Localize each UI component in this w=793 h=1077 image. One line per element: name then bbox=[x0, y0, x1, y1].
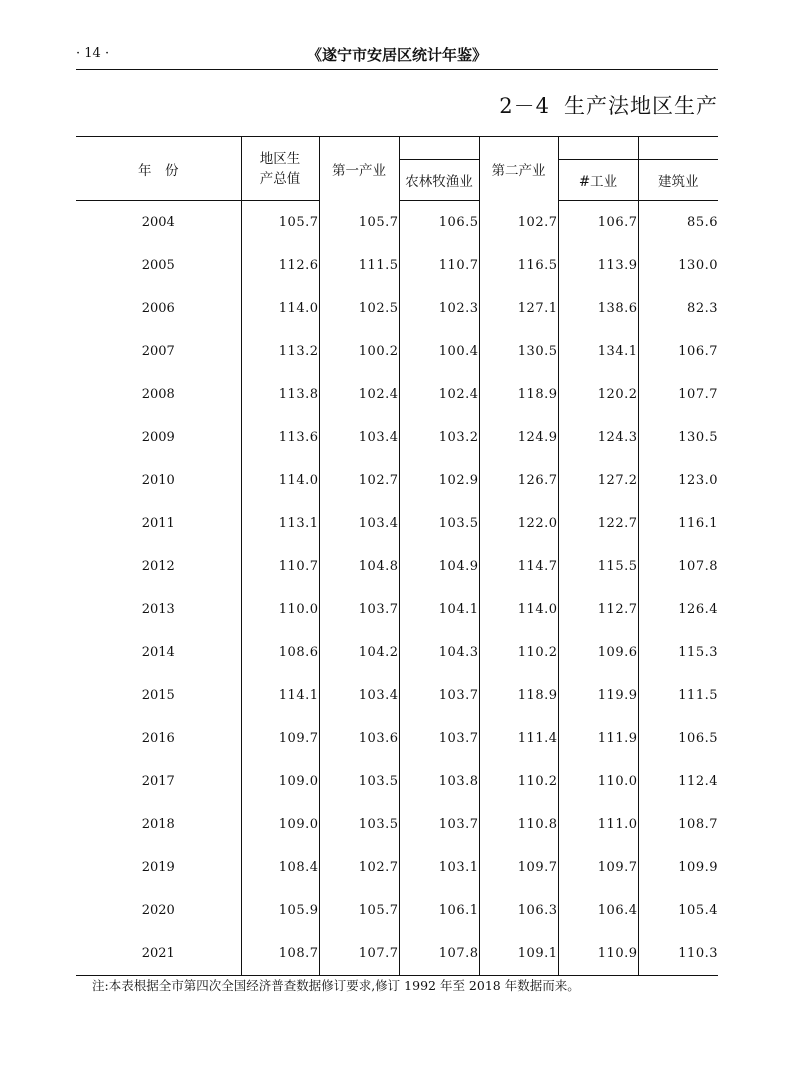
cell-construction: 85.6 bbox=[687, 215, 718, 230]
cell-construction: 109.9 bbox=[678, 860, 718, 875]
cell-primary: 102.5 bbox=[319, 287, 399, 330]
cell-primary: 103.4 bbox=[319, 674, 399, 717]
cell-year: 2005 bbox=[76, 244, 241, 287]
cell-secondary: 114.0 bbox=[479, 588, 558, 631]
cell-primary: 105.7 bbox=[319, 201, 399, 245]
cell-gdp: 114.0 bbox=[241, 459, 319, 502]
cell-secondary: 127.1 bbox=[479, 287, 558, 330]
cell-agri: 103.2 bbox=[399, 416, 479, 459]
cell-construction: 105.4 bbox=[678, 903, 718, 918]
table-row bbox=[76, 244, 718, 287]
cell-industry: 111.9 bbox=[558, 717, 638, 760]
cell-year: 2019 bbox=[76, 846, 241, 889]
table-row bbox=[76, 631, 718, 674]
cell-secondary: 114.7 bbox=[479, 545, 558, 588]
cell-year: 2011 bbox=[76, 502, 241, 545]
cell-secondary: 122.0 bbox=[479, 502, 558, 545]
cell-year: 2018 bbox=[76, 803, 241, 846]
cell-primary: 103.4 bbox=[319, 416, 399, 459]
table-title bbox=[499, 90, 718, 120]
cell-construction: 116.1 bbox=[678, 516, 718, 531]
cell-gdp: 105.9 bbox=[241, 889, 319, 932]
table-row bbox=[76, 674, 718, 717]
table-header bbox=[76, 137, 718, 201]
cell-gdp: 114.0 bbox=[241, 287, 319, 330]
cell-industry: 106.4 bbox=[558, 889, 638, 932]
cell-year: 2006 bbox=[76, 287, 241, 330]
cell-agri: 103.7 bbox=[399, 717, 479, 760]
cell-gdp: 114.1 bbox=[241, 674, 319, 717]
cell-secondary: 126.7 bbox=[479, 459, 558, 502]
cell-primary: 100.2 bbox=[319, 330, 399, 373]
cell-industry: 120.2 bbox=[558, 373, 638, 416]
cell-year: 2013 bbox=[76, 588, 241, 631]
cell-secondary: 110.2 bbox=[479, 631, 558, 674]
cell-industry: 109.7 bbox=[558, 846, 638, 889]
cell-industry: 122.7 bbox=[558, 502, 638, 545]
cell-industry: 127.2 bbox=[558, 459, 638, 502]
cell-year: 2017 bbox=[76, 760, 241, 803]
table-number: 2－4 bbox=[499, 94, 550, 118]
header-rule bbox=[76, 69, 718, 70]
cell-agri: 103.8 bbox=[399, 760, 479, 803]
cell-year: 2020 bbox=[76, 889, 241, 932]
table-row bbox=[76, 287, 718, 330]
header-gdp-line1: 地区生 bbox=[259, 150, 301, 167]
cell-secondary: 124.9 bbox=[479, 416, 558, 459]
cell-secondary: 118.9 bbox=[479, 674, 558, 717]
cell-gdp: 109.7 bbox=[241, 717, 319, 760]
cell-construction: 106.7 bbox=[678, 344, 718, 359]
cell-year: 2015 bbox=[76, 674, 241, 717]
cell-year: 2021 bbox=[76, 932, 241, 976]
cell-industry: 112.7 bbox=[558, 588, 638, 631]
cell-construction: 123.0 bbox=[678, 473, 718, 488]
cell-agri: 104.1 bbox=[399, 588, 479, 631]
table-title-text: 生产法地区生产 bbox=[564, 94, 718, 118]
header-gdp-line2: 产总值 bbox=[259, 170, 301, 187]
cell-primary: 104.8 bbox=[319, 545, 399, 588]
cell-primary: 102.7 bbox=[319, 459, 399, 502]
cell-primary: 103.5 bbox=[319, 760, 399, 803]
cell-primary: 103.7 bbox=[319, 588, 399, 631]
cell-year: 2010 bbox=[76, 459, 241, 502]
cell-construction: 107.8 bbox=[678, 559, 718, 574]
cell-gdp: 113.8 bbox=[241, 373, 319, 416]
cell-industry: 134.1 bbox=[558, 330, 638, 373]
cell-agri: 103.7 bbox=[399, 674, 479, 717]
cell-gdp: 108.6 bbox=[241, 631, 319, 674]
cell-secondary: 111.4 bbox=[479, 717, 558, 760]
cell-secondary: 109.1 bbox=[479, 932, 558, 976]
header-construction: 建筑业 bbox=[638, 160, 718, 201]
cell-agri: 102.3 bbox=[399, 287, 479, 330]
cell-industry: 138.6 bbox=[558, 287, 638, 330]
cell-year: 2004 bbox=[76, 201, 241, 245]
cell-year: 2014 bbox=[76, 631, 241, 674]
table-row bbox=[76, 416, 718, 459]
header-agri: 农林牧渔业 bbox=[399, 160, 479, 201]
cell-agri: 103.7 bbox=[399, 803, 479, 846]
cell-industry: 124.3 bbox=[558, 416, 638, 459]
cell-year: 2008 bbox=[76, 373, 241, 416]
header-spacer bbox=[638, 137, 718, 160]
table-row bbox=[76, 803, 718, 846]
cell-agri: 107.8 bbox=[399, 932, 479, 976]
table-row bbox=[76, 459, 718, 502]
cell-agri: 104.9 bbox=[399, 545, 479, 588]
cell-industry: 110.0 bbox=[558, 760, 638, 803]
cell-secondary: 116.5 bbox=[479, 244, 558, 287]
cell-gdp: 113.1 bbox=[241, 502, 319, 545]
cell-construction: 110.3 bbox=[638, 932, 718, 976]
cell-construction: 108.7 bbox=[678, 817, 718, 832]
cell-industry: 109.6 bbox=[558, 631, 638, 674]
cell-agri: 104.3 bbox=[399, 631, 479, 674]
table-row bbox=[76, 201, 718, 245]
cell-construction: 107.7 bbox=[678, 387, 718, 402]
table-row bbox=[76, 588, 718, 631]
cell-secondary: 102.7 bbox=[479, 201, 558, 245]
table-row bbox=[76, 717, 718, 760]
cell-agri: 103.5 bbox=[399, 502, 479, 545]
cell-gdp: 113.6 bbox=[241, 416, 319, 459]
header-industry: #工业 bbox=[558, 160, 638, 201]
table-row bbox=[76, 330, 718, 373]
table-row bbox=[76, 889, 718, 932]
cell-construction: 130.0 bbox=[678, 258, 718, 273]
cell-year: 2012 bbox=[76, 545, 241, 588]
cell-agri: 100.4 bbox=[399, 330, 479, 373]
cell-construction: 106.5 bbox=[678, 731, 718, 746]
cell-construction: 130.5 bbox=[678, 430, 718, 445]
table-body bbox=[76, 201, 718, 976]
cell-industry: 119.9 bbox=[558, 674, 638, 717]
header-secondary: 第二产业 bbox=[479, 137, 558, 201]
table-row bbox=[76, 932, 718, 976]
table-row bbox=[76, 373, 718, 416]
cell-year: 2016 bbox=[76, 717, 241, 760]
cell-secondary: 110.8 bbox=[479, 803, 558, 846]
cell-primary: 103.6 bbox=[319, 717, 399, 760]
cell-secondary: 109.7 bbox=[479, 846, 558, 889]
cell-agri: 106.5 bbox=[399, 201, 479, 245]
cell-gdp: 109.0 bbox=[241, 803, 319, 846]
cell-gdp: 108.7 bbox=[241, 932, 319, 976]
cell-gdp: 105.7 bbox=[241, 201, 319, 245]
cell-industry: 111.0 bbox=[558, 803, 638, 846]
cell-secondary: 118.9 bbox=[479, 373, 558, 416]
book-title: 《遂宁市安居区统计年鉴》 bbox=[306, 46, 487, 64]
cell-construction: 126.4 bbox=[678, 602, 718, 617]
cell-industry: 106.7 bbox=[558, 201, 638, 245]
header-gdp bbox=[241, 137, 319, 201]
cell-industry: 115.5 bbox=[558, 545, 638, 588]
table-row bbox=[76, 846, 718, 889]
table-row bbox=[76, 502, 718, 545]
cell-primary: 102.7 bbox=[319, 846, 399, 889]
footnote: 注:本表根据全市第四次全国经济普查数据修订要求,修订 1992 年至 2018 年数据而来。 bbox=[92, 978, 580, 993]
cell-construction: 112.4 bbox=[678, 774, 718, 789]
page-number: · 14 · bbox=[76, 46, 110, 61]
cell-primary: 111.5 bbox=[319, 244, 399, 287]
header-spacer bbox=[558, 137, 638, 160]
cell-gdp: 113.2 bbox=[241, 330, 319, 373]
cell-construction: 115.3 bbox=[678, 645, 718, 660]
cell-agri: 102.4 bbox=[399, 373, 479, 416]
header-spacer bbox=[399, 137, 479, 160]
cell-gdp: 110.0 bbox=[241, 588, 319, 631]
cell-primary: 103.5 bbox=[319, 803, 399, 846]
cell-agri: 106.1 bbox=[399, 889, 479, 932]
cell-gdp: 110.7 bbox=[241, 545, 319, 588]
cell-agri: 102.9 bbox=[399, 459, 479, 502]
cell-primary: 103.4 bbox=[319, 502, 399, 545]
cell-secondary: 130.5 bbox=[479, 330, 558, 373]
header-primary: 第一产业 bbox=[319, 137, 399, 201]
table-row bbox=[76, 760, 718, 803]
running-head bbox=[76, 44, 718, 68]
data-table bbox=[76, 136, 718, 976]
cell-gdp: 109.0 bbox=[241, 760, 319, 803]
cell-primary: 102.4 bbox=[319, 373, 399, 416]
cell-primary: 105.7 bbox=[319, 889, 399, 932]
cell-industry: 113.9 bbox=[558, 244, 638, 287]
cell-primary: 107.7 bbox=[319, 932, 399, 976]
cell-gdp: 112.6 bbox=[241, 244, 319, 287]
header-year: 年 份 bbox=[76, 137, 241, 201]
cell-secondary: 106.3 bbox=[479, 889, 558, 932]
cell-construction: 82.3 bbox=[687, 301, 718, 316]
cell-industry: 110.9 bbox=[558, 932, 638, 976]
cell-gdp: 108.4 bbox=[241, 846, 319, 889]
table-row bbox=[76, 545, 718, 588]
cell-year: 2009 bbox=[76, 416, 241, 459]
cell-agri: 110.7 bbox=[399, 244, 479, 287]
cell-year: 2007 bbox=[76, 330, 241, 373]
cell-agri: 103.1 bbox=[399, 846, 479, 889]
cell-secondary: 110.2 bbox=[479, 760, 558, 803]
cell-construction: 111.5 bbox=[678, 688, 718, 703]
cell-primary: 104.2 bbox=[319, 631, 399, 674]
